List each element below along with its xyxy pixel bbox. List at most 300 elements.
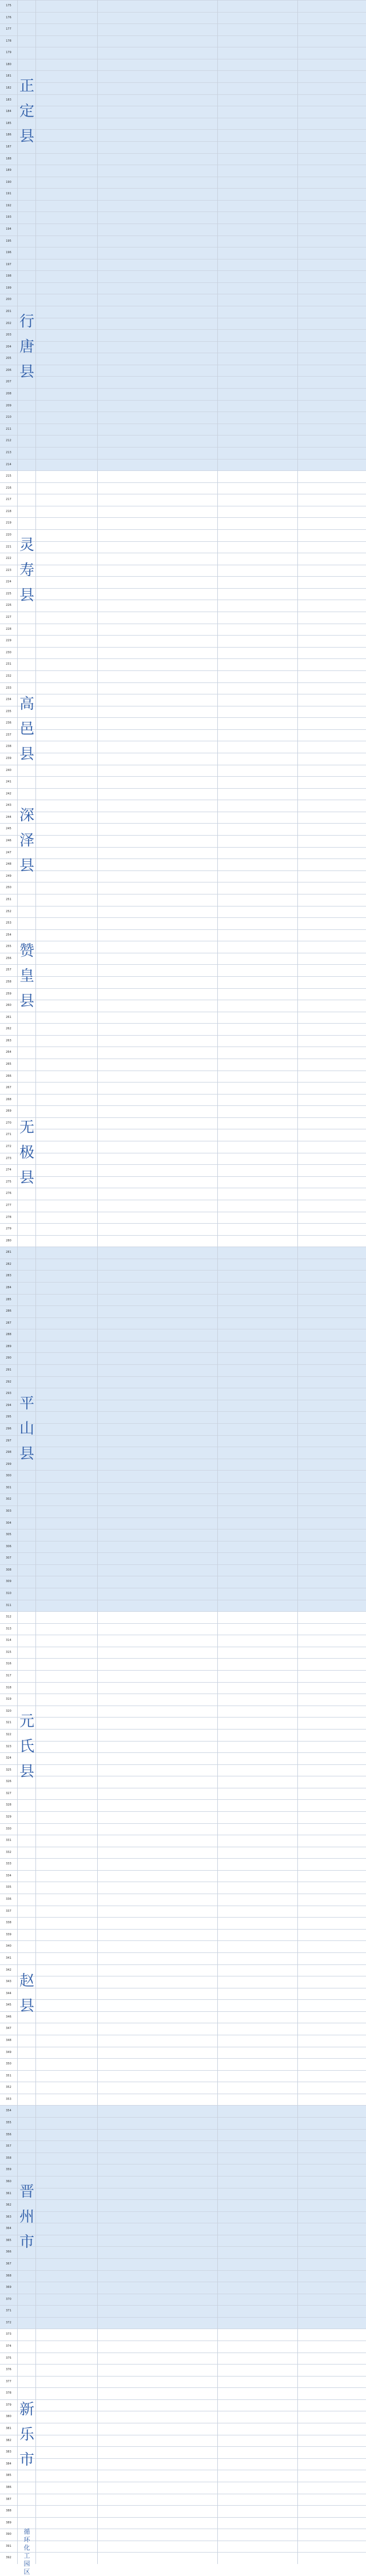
row-number: 302 <box>6 1497 11 1501</box>
row-number: 338 <box>6 1921 11 1924</box>
row-number: 289 <box>6 1345 11 1348</box>
row-number: 249 <box>6 874 11 878</box>
row-number: 245 <box>6 827 11 830</box>
table-row <box>0 1917 366 1929</box>
row-number: 199 <box>6 286 11 290</box>
table-row <box>0 1776 366 1788</box>
table-row <box>0 1658 366 1670</box>
table-row <box>0 2188 366 2200</box>
row-number: 391 <box>6 2545 11 2548</box>
table-row <box>0 259 366 271</box>
table-row <box>0 1576 366 1588</box>
table-row <box>0 788 366 800</box>
row-number: 344 <box>6 1992 11 1995</box>
table-row <box>0 2246 366 2258</box>
table-row <box>0 635 366 647</box>
row-number: 233 <box>6 686 11 690</box>
table-row <box>0 1129 366 1141</box>
table-row <box>0 270 366 282</box>
table-row <box>0 211 366 223</box>
row-number: 326 <box>6 1780 11 1783</box>
table-row <box>0 647 366 659</box>
row-number: 373 <box>6 2333 11 2336</box>
row-number: 364 <box>6 2227 11 2230</box>
table-row <box>0 223 366 235</box>
table-row <box>0 94 366 106</box>
row-number: 175 <box>6 4 11 7</box>
row-number: 350 <box>6 2062 11 2066</box>
row-number: 281 <box>6 1251 11 1254</box>
table-row <box>0 541 366 553</box>
table-row <box>0 1305 366 1317</box>
row-number: 324 <box>6 1756 11 1760</box>
row-number: 308 <box>6 1568 11 1572</box>
table-row <box>0 2305 366 2317</box>
row-number: 354 <box>6 2109 11 2112</box>
row-number: 389 <box>6 2521 11 2525</box>
table-row <box>0 1423 366 1435</box>
column-divider <box>217 0 218 2564</box>
row-number: 275 <box>6 1180 11 1184</box>
table-row <box>0 2023 366 2035</box>
row-number: 294 <box>6 1404 11 1407</box>
table-row <box>0 906 366 918</box>
county-name: 正 定 县 <box>19 78 35 146</box>
row-number: 309 <box>6 1580 11 1583</box>
row-number: 186 <box>6 133 11 137</box>
row-number: 196 <box>6 251 11 254</box>
row-number: 271 <box>6 1133 11 1136</box>
row-number: 384 <box>6 2462 11 2466</box>
table-row <box>0 1752 366 1764</box>
table-row <box>0 353 366 365</box>
table-row <box>0 447 366 459</box>
row-number: 223 <box>6 569 11 572</box>
row-number: 374 <box>6 2345 11 2348</box>
row-number: 304 <box>6 1521 11 1525</box>
row-number: 243 <box>6 804 11 807</box>
table-row <box>0 2011 366 2023</box>
table-row <box>0 470 366 482</box>
table-row <box>0 12 366 24</box>
row-number: 328 <box>6 1803 11 1807</box>
table-row <box>0 2152 366 2164</box>
table-row <box>0 870 366 882</box>
table-row <box>0 1153 366 1165</box>
row-number: 228 <box>6 628 11 631</box>
row-number: 178 <box>6 39 11 43</box>
table-row <box>0 1847 366 1859</box>
row-number: 375 <box>6 2357 11 2360</box>
column-divider <box>35 0 36 2564</box>
row-number: 241 <box>6 780 11 784</box>
table-row <box>0 1188 366 1200</box>
table-row <box>0 2423 366 2435</box>
row-number: 254 <box>6 933 11 937</box>
row-number: 332 <box>6 1851 11 1854</box>
row-number: 287 <box>6 1321 11 1325</box>
table-row <box>0 2294 366 2306</box>
table-row <box>0 2482 366 2494</box>
row-number: 185 <box>6 122 11 125</box>
row-number: 230 <box>6 651 11 654</box>
row-number: 238 <box>6 745 11 748</box>
row-number: 195 <box>6 239 11 243</box>
table-row <box>0 1706 366 1718</box>
table-row <box>0 2552 366 2564</box>
table-row <box>0 2446 366 2458</box>
row-number: 252 <box>6 910 11 913</box>
table-row <box>0 1388 366 1400</box>
table-row <box>0 741 366 753</box>
row-number: 253 <box>6 921 11 925</box>
row-number: 358 <box>6 2156 11 2160</box>
table-row <box>0 1012 366 1024</box>
table-row <box>0 953 366 965</box>
table-row <box>0 1164 366 1176</box>
row-number: 247 <box>6 851 11 854</box>
row-number: 207 <box>6 380 11 384</box>
row-number: 183 <box>6 98 11 102</box>
row-number: 290 <box>6 1356 11 1360</box>
row-number: 322 <box>6 1733 11 1736</box>
county-name: 灵 寿 县 <box>19 537 35 605</box>
row-number: 184 <box>6 110 11 113</box>
row-number: 236 <box>6 721 11 725</box>
table-row <box>0 23 366 35</box>
row-number: 301 <box>6 1486 11 1489</box>
table-row <box>0 2317 366 2329</box>
table-row <box>0 1247 366 1259</box>
table-row <box>0 1694 366 1706</box>
table-row <box>0 929 366 941</box>
table-row <box>0 1094 366 1106</box>
row-number: 234 <box>6 698 11 701</box>
table-row <box>0 1835 366 1847</box>
table-row <box>0 1564 366 1576</box>
table-row <box>0 1623 366 1635</box>
column-divider <box>97 0 98 2564</box>
table-row <box>0 706 366 718</box>
row-number: 250 <box>6 886 11 889</box>
table-row <box>0 106 366 118</box>
row-number: 345 <box>6 2003 11 2007</box>
table-row <box>0 1729 366 1741</box>
row-number: 340 <box>6 1944 11 1948</box>
table-row <box>0 2082 366 2094</box>
table-row <box>0 1541 366 1553</box>
row-number: 385 <box>6 2474 11 2477</box>
row-number: 369 <box>6 2286 11 2289</box>
table-row <box>0 1459 366 1471</box>
row-number: 204 <box>6 345 11 349</box>
row-number: 189 <box>6 169 11 172</box>
row-number: 244 <box>6 816 11 819</box>
table-row <box>0 847 366 859</box>
row-number: 264 <box>6 1051 11 1054</box>
row-number: 237 <box>6 733 11 737</box>
row-number: 353 <box>6 2098 11 2101</box>
row-number: 197 <box>6 263 11 266</box>
table-row <box>0 1447 366 1459</box>
table-row <box>0 894 366 906</box>
row-number: 285 <box>6 1298 11 1301</box>
row-number: 222 <box>6 557 11 560</box>
table-row <box>0 1588 366 1600</box>
row-number: 346 <box>6 2015 11 2019</box>
table-row <box>0 2105 366 2117</box>
row-number: 378 <box>6 2391 11 2395</box>
row-number: 235 <box>6 710 11 713</box>
table-row <box>0 1435 366 1447</box>
row-number: 303 <box>6 1509 11 1513</box>
table-row <box>0 776 366 788</box>
row-number: 259 <box>6 992 11 996</box>
row-number: 367 <box>6 2262 11 2266</box>
table-row <box>0 1741 366 1753</box>
table-row <box>0 506 366 518</box>
table-row <box>0 882 366 894</box>
table-row <box>0 1317 366 1329</box>
row-number: 392 <box>6 2556 11 2559</box>
row-number: 337 <box>6 1910 11 1913</box>
table-row <box>0 2387 366 2399</box>
row-number: 331 <box>6 1839 11 1842</box>
table-row <box>0 2258 366 2270</box>
row-number: 193 <box>6 215 11 219</box>
county-name: 行 唐 县 <box>19 313 35 381</box>
row-number: 232 <box>6 674 11 678</box>
row-number: 216 <box>6 486 11 490</box>
row-number: 269 <box>6 1109 11 1113</box>
row-number: 214 <box>6 463 11 466</box>
row-number: 329 <box>6 1815 11 1819</box>
table-row <box>0 1976 366 1988</box>
table-row <box>0 1364 366 1376</box>
county-name: 循 环 化 工 园 区 <box>23 2528 30 2576</box>
row-number: 188 <box>6 157 11 161</box>
table-row <box>0 2070 366 2082</box>
table-row <box>0 1600 366 1612</box>
row-number: 297 <box>6 1439 11 1443</box>
row-number: 266 <box>6 1075 11 1078</box>
county-name: 赞 皇 县 <box>19 942 35 1010</box>
table-row <box>0 1141 366 1153</box>
column-divider <box>297 0 298 2564</box>
table-row <box>0 1294 366 1306</box>
table-row <box>0 1517 366 1529</box>
row-number: 225 <box>6 592 11 596</box>
table-row <box>0 800 366 812</box>
row-number: 292 <box>6 1380 11 1384</box>
row-number: 203 <box>6 333 11 337</box>
row-number: 213 <box>6 451 11 454</box>
table-row <box>0 694 366 706</box>
table-row <box>0 2140 366 2152</box>
row-number: 251 <box>6 898 11 901</box>
row-number: 286 <box>6 1309 11 1313</box>
table-row <box>0 2341 366 2353</box>
table-row <box>0 365 366 377</box>
table-row <box>0 1341 366 1353</box>
table-row <box>0 1023 366 1035</box>
row-number: 280 <box>6 1239 11 1243</box>
row-number: 217 <box>6 498 11 501</box>
table-row <box>0 306 366 318</box>
table-row <box>0 2376 366 2388</box>
table-row <box>0 988 366 1000</box>
table-row <box>0 1894 366 1906</box>
county-name: 平 山 县 <box>19 1395 35 1463</box>
row-number: 268 <box>6 1098 11 1101</box>
row-number: 357 <box>6 2144 11 2148</box>
table-row <box>0 1223 366 1235</box>
row-number: 390 <box>6 2533 11 2536</box>
row-number: 299 <box>6 1463 11 1466</box>
table-row <box>0 400 366 412</box>
row-number: 201 <box>6 310 11 313</box>
row-number: 334 <box>6 1874 11 1878</box>
row-number: 319 <box>6 1698 11 1701</box>
column-divider <box>17 0 18 2564</box>
table-row <box>0 753 366 765</box>
table-row <box>0 1071 366 1083</box>
row-number: 296 <box>6 1427 11 1431</box>
row-number: 176 <box>6 16 11 19</box>
table-row <box>0 200 366 212</box>
table-row <box>0 1259 366 1271</box>
row-number: 386 <box>6 2486 11 2489</box>
row-number: 316 <box>6 1662 11 1666</box>
row-number: 298 <box>6 1451 11 1454</box>
row-number: 306 <box>6 1545 11 1548</box>
row-number: 295 <box>6 1415 11 1419</box>
table-row <box>0 82 366 94</box>
table-row <box>0 1400 366 1412</box>
row-number: 376 <box>6 2368 11 2371</box>
table-row <box>0 2282 366 2294</box>
row-number: 371 <box>6 2309 11 2313</box>
table-row <box>0 1882 366 1894</box>
row-number: 194 <box>6 227 11 231</box>
table-row <box>0 424 366 436</box>
table-row <box>0 517 366 529</box>
table-row <box>0 412 366 424</box>
row-number: 356 <box>6 2133 11 2136</box>
table-row <box>0 2329 366 2341</box>
county-name: 新 乐 市 <box>19 2401 35 2469</box>
table-row <box>0 1000 366 1012</box>
row-number: 288 <box>6 1333 11 1336</box>
row-number: 323 <box>6 1745 11 1748</box>
row-number: 352 <box>6 2086 11 2089</box>
row-number: 272 <box>6 1145 11 1148</box>
table-row <box>0 1270 366 1282</box>
row-number: 383 <box>6 2450 11 2454</box>
table-row <box>0 1376 366 1388</box>
table-row <box>0 976 366 988</box>
row-number: 305 <box>6 1533 11 1536</box>
row-number: 382 <box>6 2439 11 2442</box>
table-row <box>0 1329 366 1341</box>
row-number: 335 <box>6 1886 11 1889</box>
row-number: 336 <box>6 1898 11 1901</box>
table-row <box>0 670 366 682</box>
row-number: 246 <box>6 839 11 842</box>
row-number: 307 <box>6 1556 11 1560</box>
table-row <box>0 2270 366 2282</box>
row-number: 342 <box>6 1968 11 1972</box>
county-name: 深 泽 县 <box>19 807 35 875</box>
table-row <box>0 1470 366 1482</box>
row-number: 260 <box>6 1004 11 1007</box>
table-row <box>0 2223 366 2235</box>
row-number: 330 <box>6 1827 11 1831</box>
table-row <box>0 2541 366 2553</box>
table-row <box>0 658 366 670</box>
table-row <box>0 2364 366 2376</box>
table-row <box>0 435 366 447</box>
table-row <box>0 1047 366 1059</box>
row-number: 187 <box>6 145 11 149</box>
row-number: 220 <box>6 533 11 537</box>
row-number: 372 <box>6 2321 11 2325</box>
row-number: 366 <box>6 2250 11 2254</box>
row-number: 179 <box>6 51 11 54</box>
row-number: 221 <box>6 545 11 549</box>
row-number: 229 <box>6 639 11 642</box>
table-row <box>0 2517 366 2529</box>
table-row <box>0 964 366 976</box>
row-number: 355 <box>6 2121 11 2124</box>
table-row <box>0 1940 366 1952</box>
table-row <box>0 376 366 388</box>
table-row <box>0 941 366 953</box>
row-number: 248 <box>6 862 11 866</box>
row-number: 325 <box>6 1768 11 1772</box>
table-row <box>0 1035 366 1047</box>
row-number: 310 <box>6 1592 11 1595</box>
table-row <box>0 47 366 59</box>
table-row <box>0 2211 366 2223</box>
table-row <box>0 2353 366 2365</box>
table-row <box>0 129 366 141</box>
table-row <box>0 588 366 600</box>
table-row <box>0 1858 366 1870</box>
row-number: 231 <box>6 662 11 666</box>
row-number: 182 <box>6 86 11 90</box>
table-row <box>0 812 366 824</box>
table-row <box>0 2176 366 2188</box>
row-number: 181 <box>6 74 11 78</box>
row-number: 362 <box>6 2203 11 2207</box>
table-row <box>0 1105 366 1117</box>
table-row <box>0 1552 366 1564</box>
row-number: 240 <box>6 769 11 772</box>
row-number: 363 <box>6 2215 11 2219</box>
row-number: 192 <box>6 204 11 207</box>
row-number: 262 <box>6 1027 11 1031</box>
row-number: 274 <box>6 1168 11 1172</box>
table-row <box>0 2035 366 2047</box>
table-row <box>0 1929 366 1941</box>
table-row <box>0 565 366 577</box>
row-number: 351 <box>6 2074 11 2078</box>
table-row <box>0 2199 366 2211</box>
county-name: 高 邑 县 <box>19 695 35 763</box>
table-row <box>0 1635 366 1647</box>
table-row <box>0 1988 366 2000</box>
